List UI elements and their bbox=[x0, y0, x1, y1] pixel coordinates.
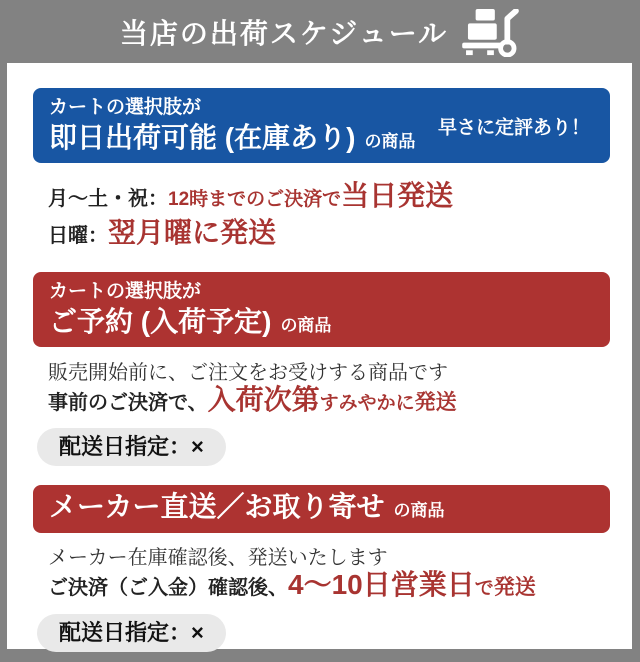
banner-suffix: の商品 bbox=[364, 132, 416, 151]
preorder-label: 事前のご決済で、 bbox=[48, 392, 208, 414]
weekday-label: 月～土・祝： bbox=[48, 188, 168, 210]
preorder-condition: すみやかに bbox=[319, 393, 415, 414]
maker-direct-condition: で bbox=[474, 578, 494, 599]
maker-direct-note: メーカー在庫確認後、発送いたします bbox=[48, 547, 388, 569]
preorder-tail: 発送 bbox=[414, 391, 457, 414]
banner-main bbox=[49, 122, 416, 153]
maker-direct-highlight: 4～10日営業日 bbox=[288, 569, 475, 600]
banner-suffix: の商品 bbox=[280, 316, 332, 335]
banner-preorder bbox=[33, 272, 610, 347]
sunday-shipping-row bbox=[48, 217, 632, 254]
sunday-label: 日曜： bbox=[48, 225, 108, 247]
banner-intro: カートの選択肢が bbox=[49, 97, 202, 118]
header bbox=[0, 0, 640, 63]
preorder-shipping-row bbox=[48, 384, 632, 421]
banner-suffix: の商品 bbox=[393, 500, 445, 520]
delivery-date-badge: 配送日指定：× bbox=[37, 614, 226, 652]
banner-title: メーカー直送／お取り寄せ bbox=[49, 490, 385, 522]
maker-direct-tail: 発送 bbox=[493, 576, 536, 599]
sunday-highlight: 翌月曜に発送 bbox=[108, 217, 277, 248]
banner-intro: カートの選択肢が bbox=[49, 281, 202, 302]
weekday-highlight: 当日発送 bbox=[341, 180, 454, 211]
weekday-shipping-row bbox=[48, 180, 632, 217]
page-title: 当店の出荷スケジュール bbox=[119, 17, 449, 49]
banner-main bbox=[49, 306, 332, 337]
maker-direct-shipping-row bbox=[48, 569, 632, 606]
delivery-date-badge: 配送日指定：× bbox=[37, 428, 226, 466]
banner-same-day-shipping bbox=[33, 88, 610, 163]
same-day-shipping-rows bbox=[48, 180, 632, 254]
banner-main bbox=[49, 489, 444, 530]
speed-badge: 早さに定評あり！ bbox=[437, 117, 590, 138]
weekday-condition: 12時までのご決済で bbox=[168, 189, 342, 210]
banner-maker-direct bbox=[33, 485, 610, 533]
banner-title: ご予約 (入荷予定) bbox=[49, 306, 272, 337]
hand-truck-icon bbox=[462, 9, 520, 57]
content-panel bbox=[7, 63, 632, 649]
preorder-highlight: 入荷次第 bbox=[207, 384, 320, 415]
maker-direct-label: ご決済（ご入金）確認後、 bbox=[48, 577, 288, 599]
preorder-note: 販売開始前に、ご注文をお受けする商品です bbox=[48, 362, 448, 384]
banner-title: 即日出荷可能 (在庫あり) bbox=[49, 122, 356, 153]
